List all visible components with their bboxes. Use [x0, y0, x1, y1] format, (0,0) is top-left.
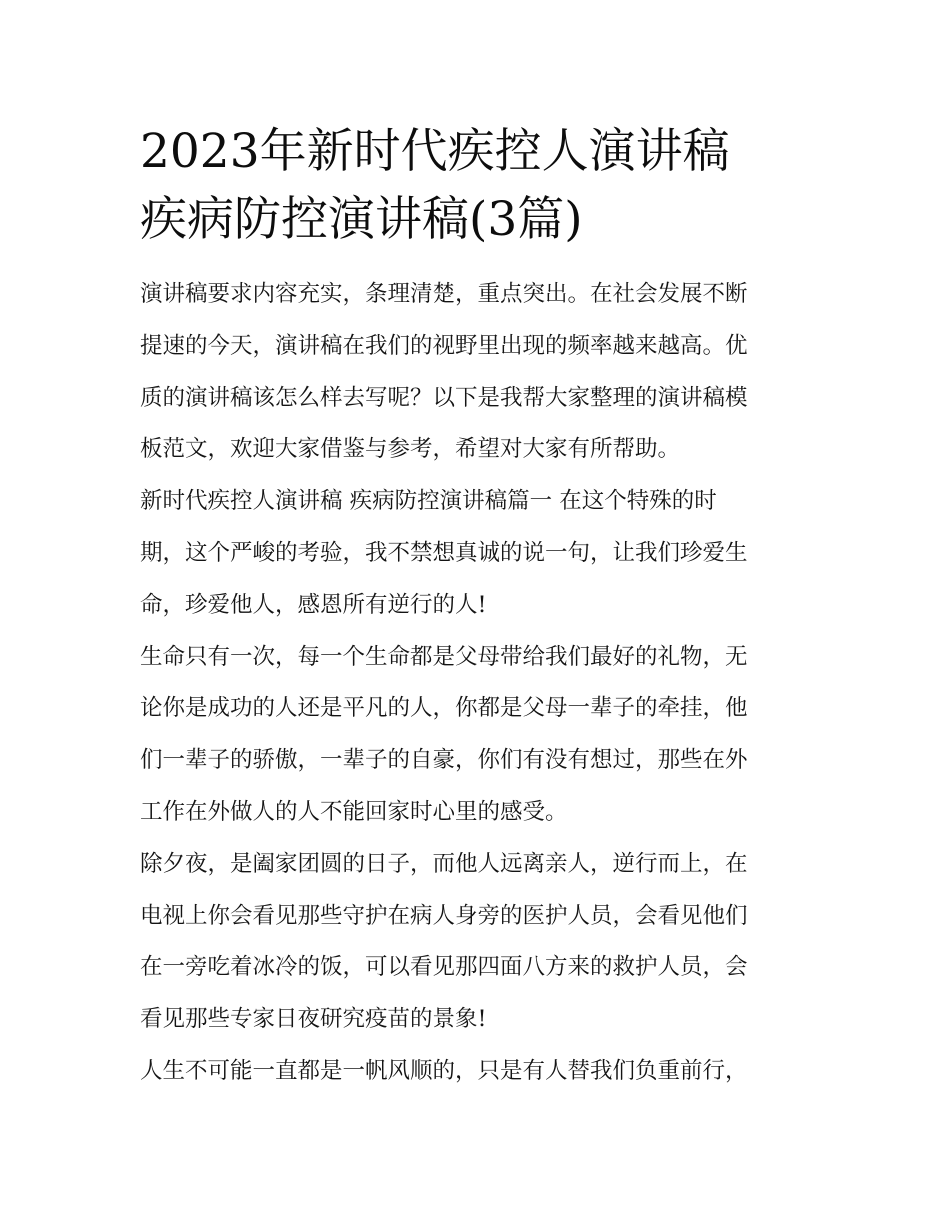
document-content: [140, 118, 812, 1098]
life-paragraph: [140, 632, 812, 839]
paragraph-line: 命，珍爱他人，感恩所有逆行的人!: [140, 591, 487, 618]
paragraph-line: 板范文，欢迎大家借鉴与参考，希望对大家有所帮助。: [140, 436, 681, 463]
paragraph-line: 电视上你会看见那些守护在病人身旁的医护人员，会看见他们: [140, 902, 748, 929]
new-year-eve-paragraph: [140, 839, 812, 1046]
intro-paragraph: [140, 269, 812, 476]
paragraph-line: 在一旁吃着冰冷的饭，可以看见那四面八方来的救护人员，会: [140, 954, 748, 981]
paragraph-line: 工作在外做人的人不能回家时心里的感受。: [140, 798, 568, 825]
paragraph-line: 提速的今天，演讲稿在我们的视野里出现的频率越来越高。优: [140, 332, 748, 359]
paragraph-line: 除夕夜，是阖家团圆的日子，而他人远离亲人，逆行而上，在: [140, 850, 748, 877]
title-line: 2023年新时代疾控人演讲稿: [140, 124, 730, 179]
paragraph-line: 演讲稿要求内容充实，条理清楚，重点突出。在社会发展不断: [140, 281, 748, 307]
paragraph-line: 论你是成功的人还是平凡的人，你都是父母一辈子的牵挂，他: [140, 695, 748, 722]
section-one-paragraph: [140, 476, 812, 631]
paragraph-line: 新时代疾控人演讲稿 疾病防控演讲稿篇一 在这个特殊的时: [140, 488, 717, 515]
document-title: [140, 118, 812, 254]
paragraph-line: 人生不可能一直都是一帆风顺的，只是有人替我们负重前行，: [140, 1057, 748, 1084]
paragraph-line: 看见那些专家日夜研究疫苗的景象!: [140, 1006, 487, 1033]
title-line: 疾病防控演讲稿(3篇): [140, 192, 583, 247]
paragraph-line: 们一辈子的骄傲，一辈子的自豪，你们有没有想过，那些在外: [140, 747, 748, 774]
paragraph-line: 期，这个严峻的考验，我不禁想真诚的说一句，让我们珍爱生: [140, 539, 748, 566]
paragraph-line: 质的演讲稿该怎么样去写呢？以下是我帮大家整理的演讲稿模: [140, 384, 748, 411]
life-not-smooth-paragraph: [140, 1046, 812, 1098]
paragraph-line: 生命只有一次，每一个生命都是父母带给我们最好的礼物，无: [140, 643, 748, 670]
